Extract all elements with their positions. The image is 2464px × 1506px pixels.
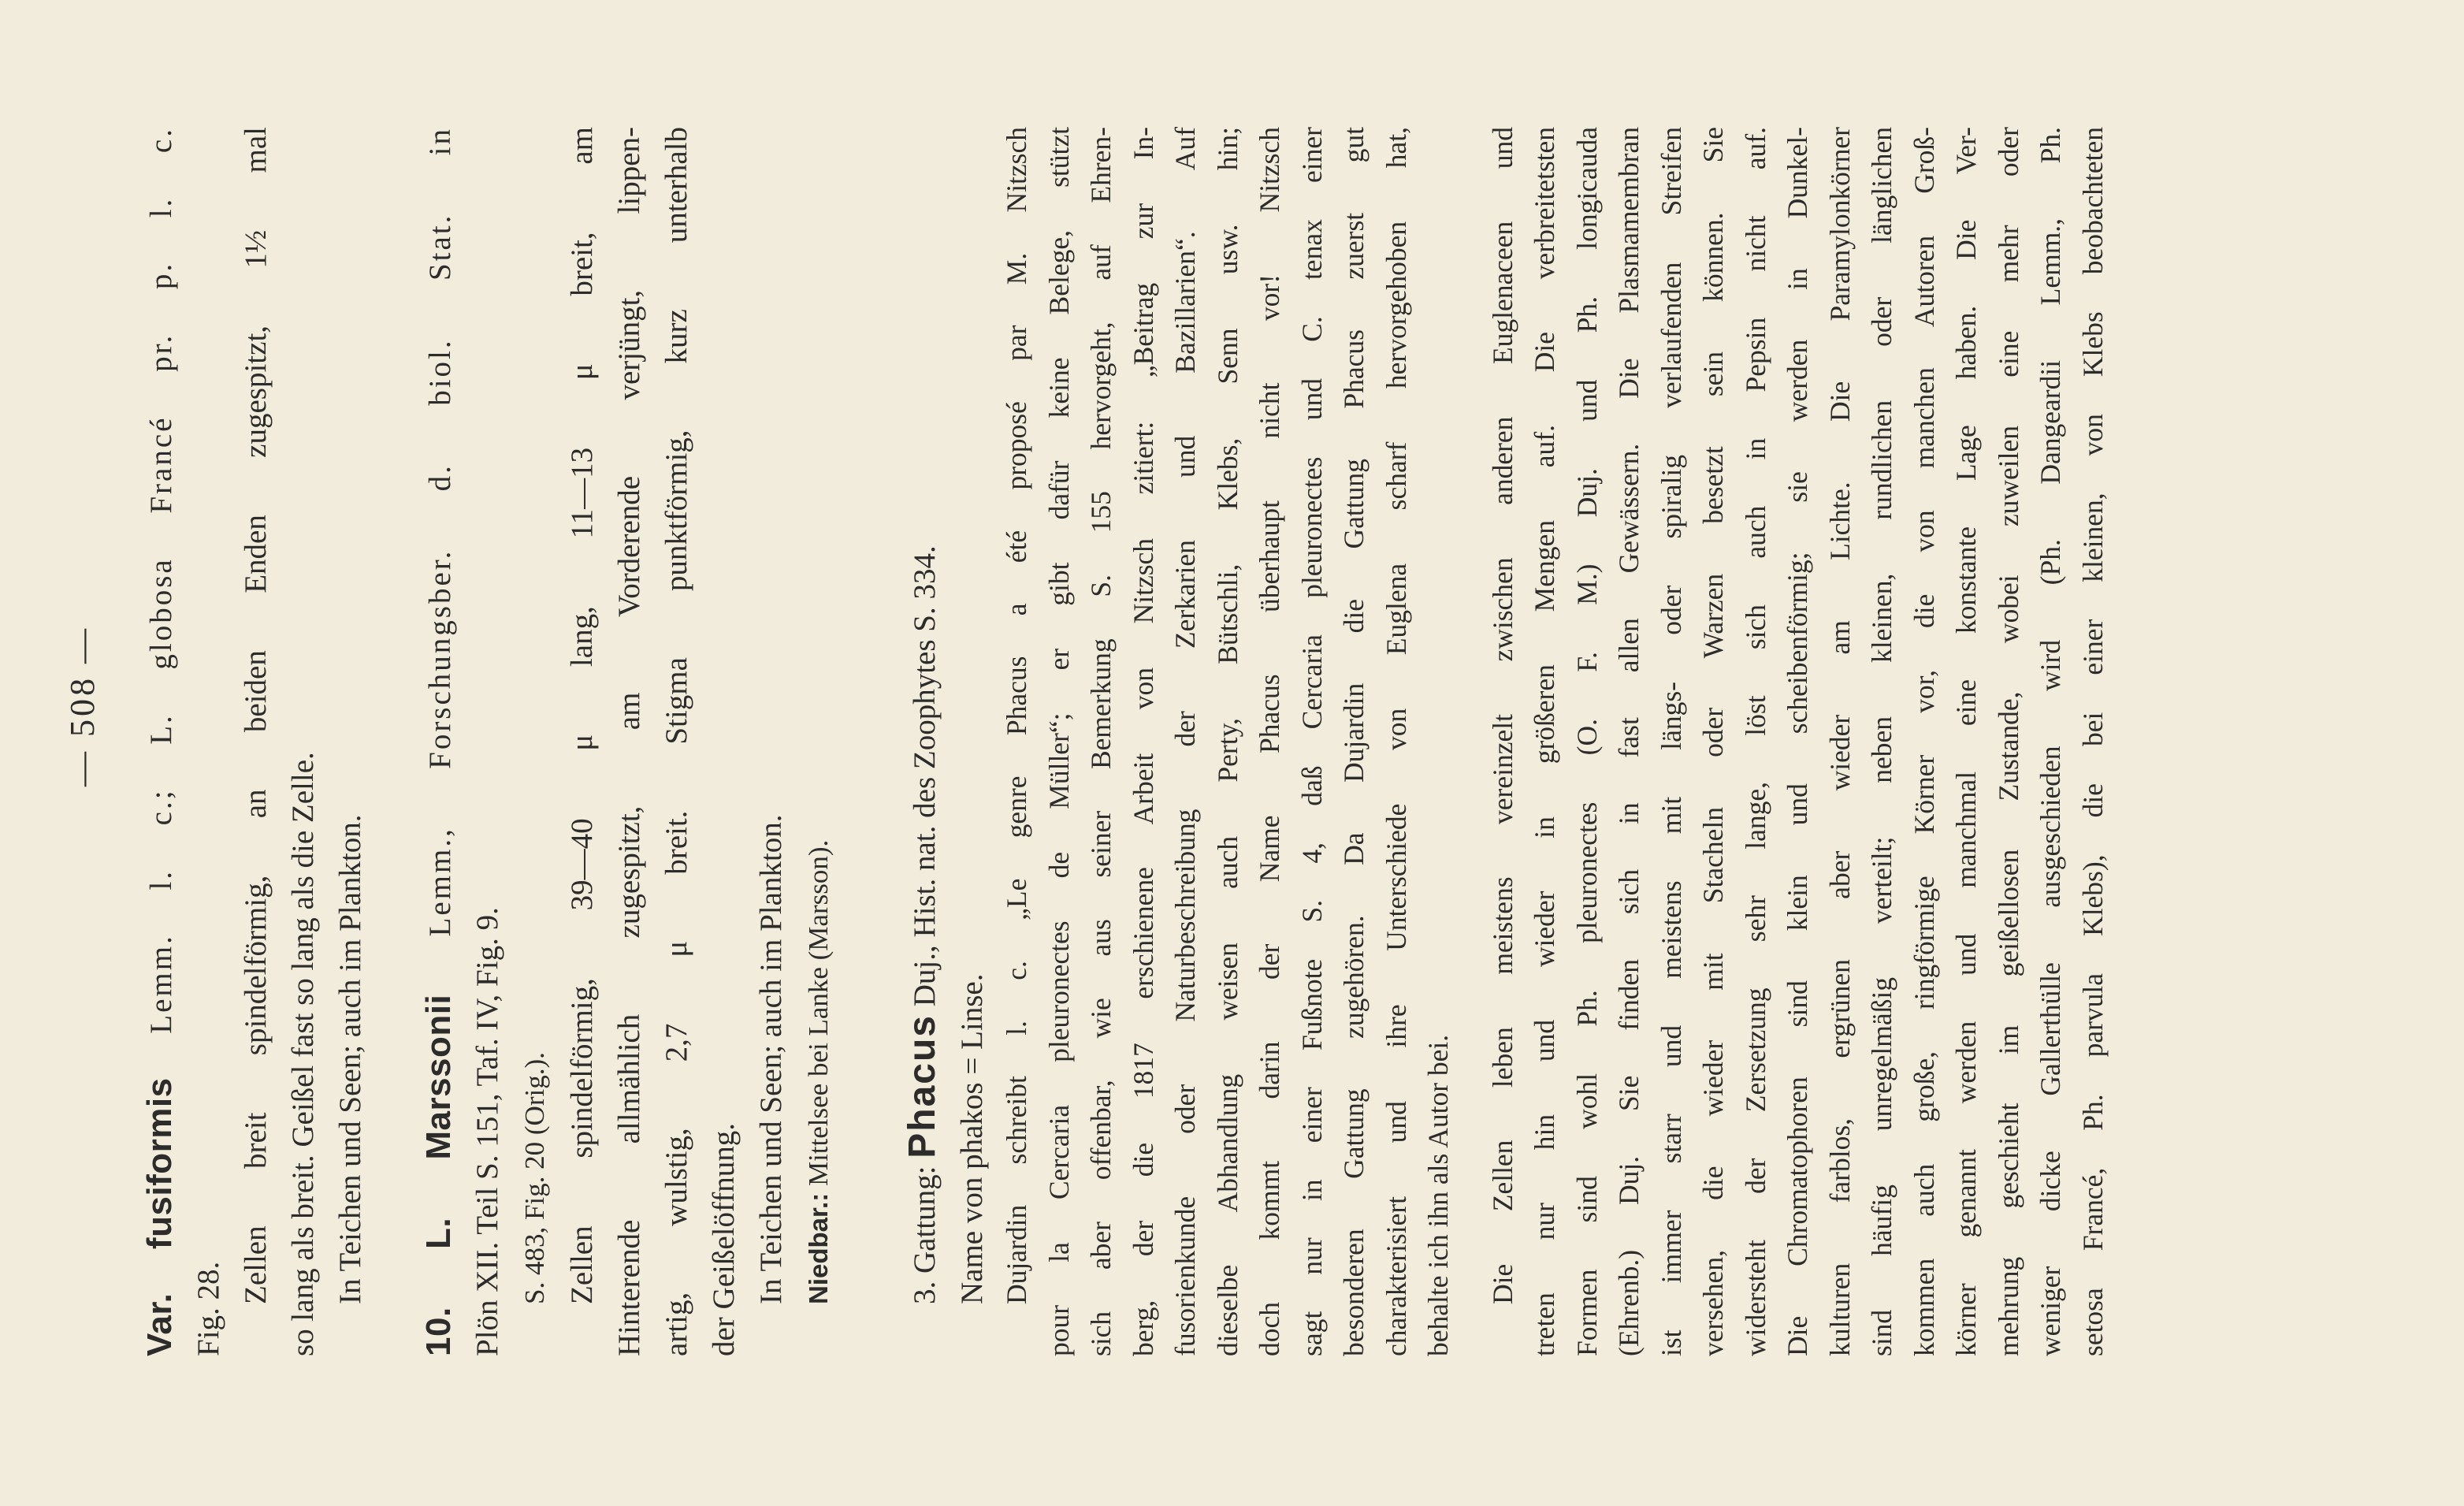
text-line: so lang als breit. Geißel fast so lang als die Zelle. bbox=[286, 752, 320, 1356]
text-line: Zellen breit spindelförmig, an beiden Enden zugespitzt, 1½ mal bbox=[239, 127, 273, 1304]
text-line: (Ehrenb.) Duj. Sie finden sich in fast allen Gewässern. Die Plasmamembran bbox=[1613, 127, 1645, 1356]
text-line: Hinterende allmählich zugespitzt, am Vorderende verjüngt, lippen- bbox=[612, 127, 646, 1356]
text-line: Lemm., Forschungsber. d. biol. Stat. in bbox=[423, 126, 457, 995]
zellen-paragraph bbox=[1482, 127, 2115, 1356]
page-number: — 508 — bbox=[63, 626, 102, 786]
fundort-text: Mittelsee bei Lanke (Marsson). bbox=[803, 839, 834, 1193]
marssonii-section bbox=[415, 127, 842, 1356]
text-line: S. 483, Fig. 20 (Orig.). bbox=[519, 1052, 550, 1304]
var-fusiformis-heading: Var. fusiformis bbox=[140, 1077, 179, 1356]
gattung-reference: Duj., Hist. nat. des Zoophytes S. 334. bbox=[908, 545, 942, 1015]
fundort-line bbox=[795, 127, 842, 1356]
text-line: Fig. 28. bbox=[191, 1261, 225, 1356]
text-line: körner genannt werden und manchmal eine konstante Lage haben. Die Ver- bbox=[1950, 127, 1982, 1356]
text-line: behalte ich ihn als Autor bei. bbox=[1422, 1034, 1454, 1356]
marssonii-heading: 10. L. Marssonii bbox=[419, 994, 458, 1356]
text-line: In Teichen und Seen; auch im Plankton. bbox=[754, 814, 788, 1304]
text-line: setosa Francé, Ph. parvula Klebs), die bei einer kleinen, von Klebs beobachteten bbox=[2076, 127, 2109, 1356]
gattung-prefix: 3. Gattung: bbox=[908, 1158, 942, 1304]
text-line: berg, der die 1817 erschienene Arbeit von Nitzsch zitiert: „Beitrag zur In- bbox=[1127, 127, 1159, 1356]
text-line: versehen, die wieder mit Stacheln oder Warzen besetzt sein können. Sie bbox=[1697, 127, 1729, 1356]
text-line: kulturen farblos, ergrünen aber wieder am Lichte. Die Paramylonkörner bbox=[1823, 127, 1856, 1356]
fundort-label: Niedbar.: bbox=[804, 1192, 833, 1304]
text-line: dieselbe Abhandlung weisen auch Perty, Bütschli, Klebs, Senn usw. hin; bbox=[1211, 127, 1243, 1356]
text-line: artig, wulstig, 2,7 μ breit. Stigma punktförmig, kurz unterhalb bbox=[660, 127, 693, 1356]
text-line: pour la Cercaria pleuronectes de Müller“; er gibt dafür keine Belege, stützt bbox=[1042, 127, 1075, 1356]
text-line: In Teichen und Seen; auch im Plankton. bbox=[333, 814, 367, 1304]
text-line: Lemm. l. c.; L. globosa Francé pr. p. l. c. bbox=[144, 127, 178, 1078]
text-line: doch kommt darin der Name Phacus überhaupt nicht vor! Nitzsch bbox=[1254, 127, 1285, 1356]
marssonii-heading-line bbox=[415, 127, 464, 1356]
text-line: kommen auch große, ringförmige Körner vor, die von manchen Autoren Groß- bbox=[1908, 127, 1940, 1356]
gattung-name-line: Name von phakos = Linse. bbox=[955, 973, 989, 1304]
text-line: Zellen spindelförmig, 39—40 μ lang, 11—13 μ breit, am bbox=[565, 127, 599, 1304]
text-line: Plön XII. Teil S. 151, Taf. IV, Fig. 9. bbox=[470, 907, 504, 1356]
var-fusiformis-heading-line bbox=[136, 127, 185, 1356]
text-line: charakterisiert und ihre Unterschiede von Euglena scharf hervorgehoben hat, bbox=[1380, 127, 1412, 1356]
text-line: besonderen Gattung zugehören. Da Dujardin die Gattung Phacus zuerst gut bbox=[1338, 127, 1370, 1356]
text-line: fusorienkunde oder Naturbeschreibung der Zerkarien und Bazillarien“. Auf bbox=[1169, 127, 1201, 1356]
text-line: der Geißelöffnung. bbox=[707, 1122, 741, 1356]
text-line: ist immer starr und meistens mit längs- oder spiralig verlaufenden Streifen bbox=[1655, 127, 1687, 1356]
gattung-section bbox=[899, 127, 996, 1356]
text-line: weniger dicke Gallerthülle ausgeschieden wird (Ph. Dangeardii Lemm., Ph. bbox=[2035, 127, 2066, 1356]
var-fusiformis-section bbox=[136, 127, 374, 1356]
text-line: sagt nur in einer Fußnote S. 4, daß Cercaria pleuronectes und C. tenax einer bbox=[1295, 127, 1328, 1356]
genus-name: Phacus bbox=[901, 1014, 943, 1158]
text-line: treten nur hin und wieder in größeren Mengen auf. Die verbreitetsten bbox=[1529, 127, 1560, 1356]
gattung-heading-line bbox=[899, 127, 949, 1356]
text-line: widersteht der Zersetzung sehr lange, löst sich auch in Pepsin nicht auf. bbox=[1739, 127, 1771, 1356]
text-line: Die Chromatophoren sind klein und scheibenförmig; sie werden in Dunkel- bbox=[1782, 127, 1813, 1356]
dujardin-paragraph bbox=[996, 127, 1460, 1356]
text-line: Formen sind wohl Ph. pleuronectes (O. F. M.) Duj. und Ph. longicauda bbox=[1570, 127, 1603, 1356]
text-line: sich aber offenbar, wie aus seiner Bemerkung S. 155 hervorgeht, auf Ehren- bbox=[1085, 127, 1117, 1356]
text-line: sind häufig unregelmäßig verteilt; neben kleinen, rundlichen oder länglichen bbox=[1866, 127, 1897, 1356]
text-line: Dujardin schreibt l. c. „Le genre Phacus a été proposé par M. Nitzsch bbox=[1001, 127, 1032, 1304]
text-line: Die Zellen leben meistens vereinzelt zwischen anderen Euglenaceen und bbox=[1486, 127, 1518, 1304]
page-content bbox=[59, 127, 2114, 1356]
text-line: mehrung geschieht im geißellosen Zustande, wobei zuweilen eine mehr oder bbox=[1992, 127, 2024, 1356]
